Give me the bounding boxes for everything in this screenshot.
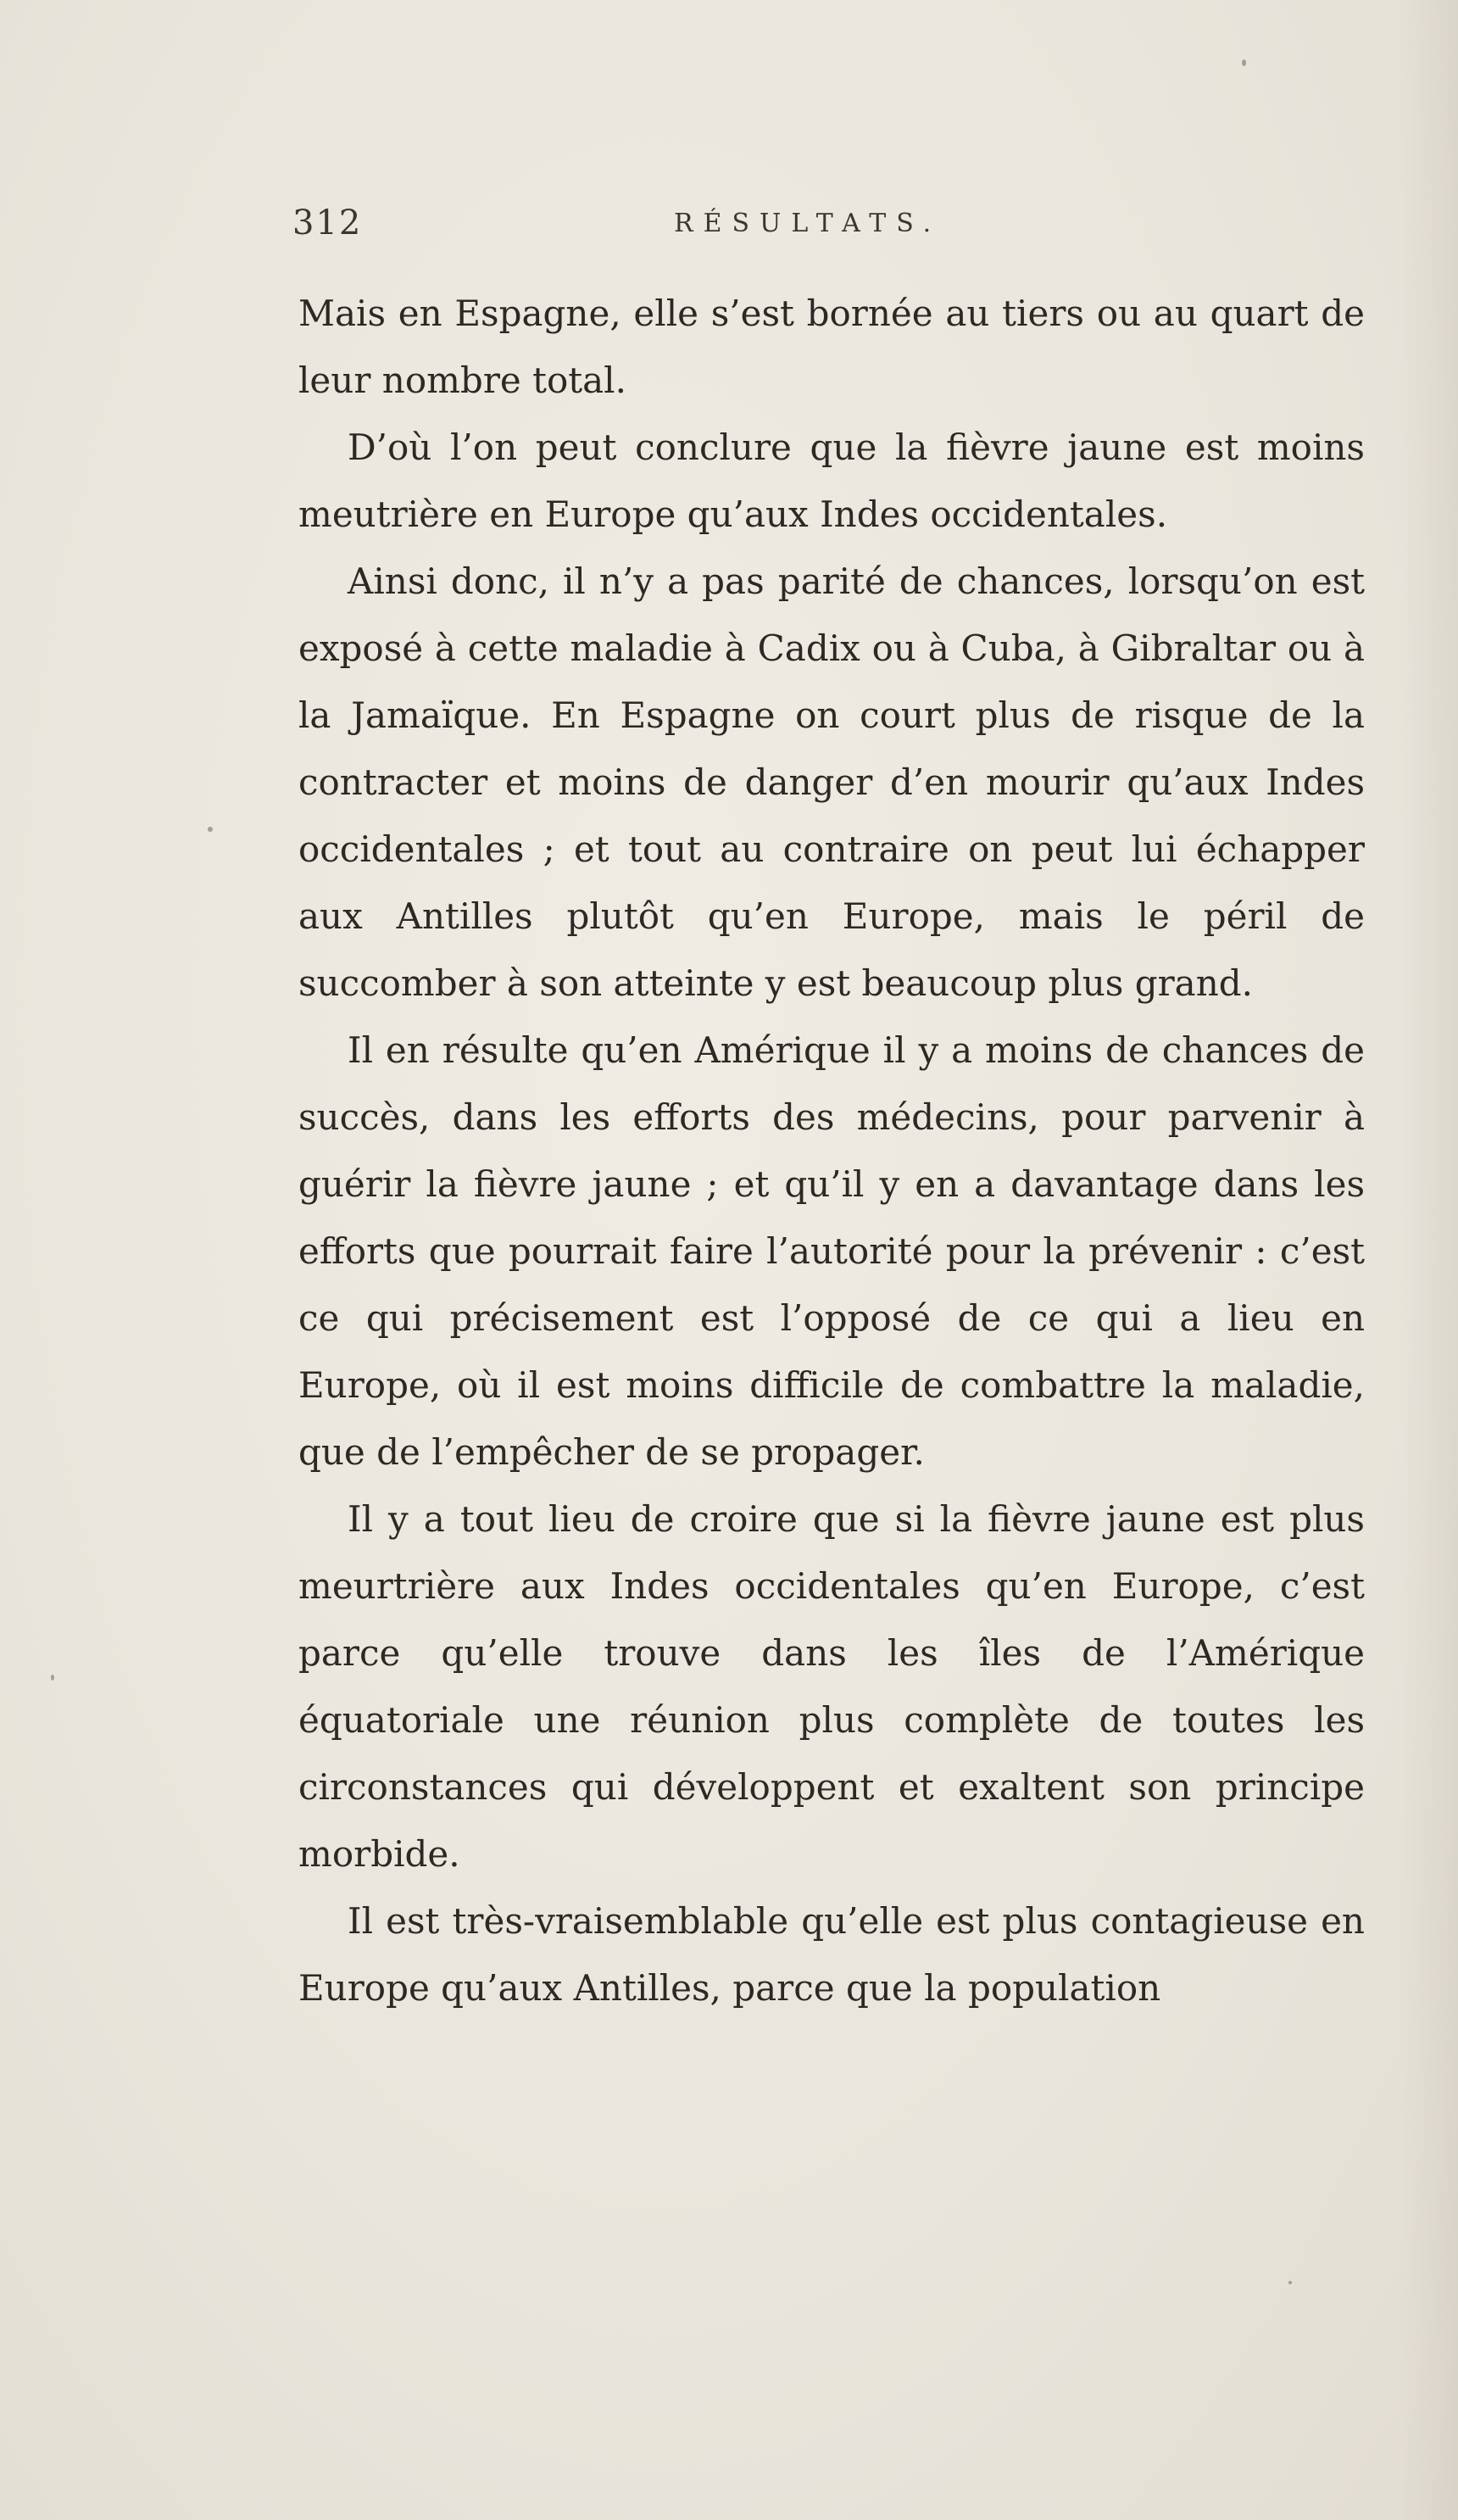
page-edge-shadow [1399,0,1458,2520]
paper-speck [1288,2281,1292,2284]
paragraph: Mais en Espagne, elle s’est bornée au tiers ou au quart de leur nombre total. [298,293,1365,401]
paragraph: Il y a tout lieu de croire que si la fièvre jaune est plus meurtrière aux Indes occidentales qu’en Europe, c’est parce qu’elle trouve dans les îles de l’Amérique équatoriale une réunion plus complète de toutes les circonstances qui développent et exaltent son principe morbide. [298,1498,1365,1875]
paper-speck [1242,59,1246,66]
running-title: RÉSULTATS. [674,209,942,238]
page-number: 312 [292,203,363,243]
body-text [298,280,1365,2021]
paragraph: D’où l’on peut conclure que la fièvre jaune est moins meutrière en Europe qu’aux Indes occidentales. [298,427,1365,535]
paper-speck [51,1675,54,1681]
running-header [292,203,1365,254]
paragraph: Il est très-vraisemblable qu’elle est plus contagieuse en Europe qu’aux Antilles, parce que la population [298,1900,1365,2009]
paper-speck [208,827,213,832]
paragraph: Ainsi donc, il n’y a pas parité de chances, lorsqu’on est exposé à cette maladie à Cadix ou à Cuba, à Gibraltar ou à la Jamaïque. En Espagne on court plus de risque de la contracter et moins de danger d’en mourir qu’aux Indes occidentales ; et tout au contraire on peut lui échapper aux Antilles plutôt qu’en Europe, mais le péril de succomber à son atteinte y est beaucoup plus grand. [298,560,1365,1004]
paragraph: Il en résulte qu’en Amérique il y a moins de chances de succès, dans les efforts des médecins, pour parvenir à guérir la fièvre jaune ; et qu’il y en a davantage dans les efforts que pourrait faire l’autorité pour la prévenir : c’est ce qui précisement est l’opposé de ce qui a lieu en Europe, où il est moins difficile de combattre la maladie, que de l’empêcher de se propager. [298,1029,1365,1473]
